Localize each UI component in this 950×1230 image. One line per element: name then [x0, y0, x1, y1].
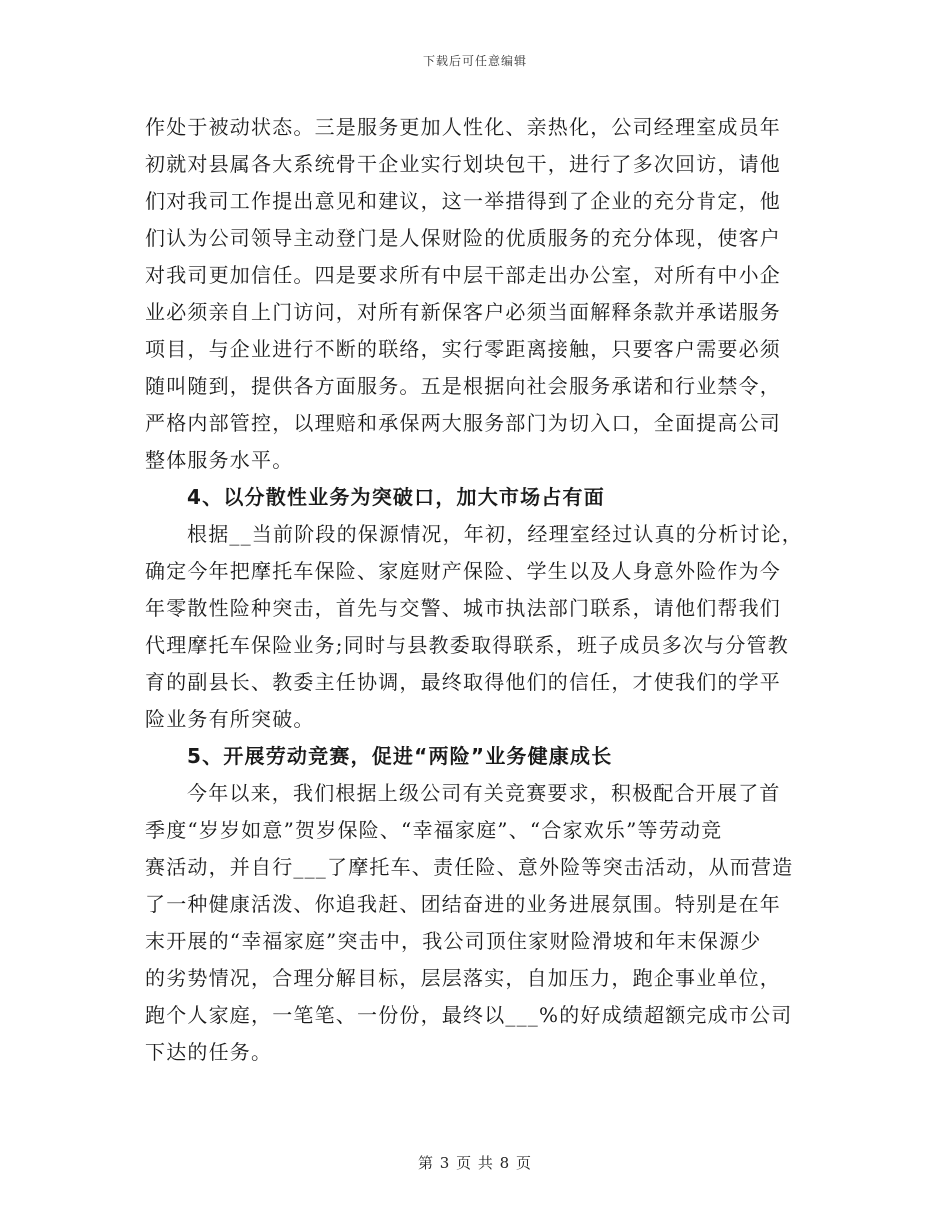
- text-line: 确定今年把摩托车保险、家庭财产保险、学生以及人身意外险作为今: [145, 559, 781, 583]
- page-number: 第 3 页 共 8 页: [418, 1154, 532, 1172]
- paragraph-service: [145, 109, 805, 479]
- document-body: [145, 109, 805, 1071]
- text-line: 了一种健康活泼、你追我赶、团结奋进的业务进展氛围。特别是在年: [145, 892, 781, 916]
- text-line: 对我司更加信任。四是要求所有中层干部走出办公室，对所有中小企: [145, 263, 781, 287]
- text-line: 的劣势情况，合理分解目标，层层落实，自加压力，跑企事业单位，: [145, 966, 781, 990]
- text-line: 季度“岁岁如意”贺岁保险、“幸福家庭”、“合家欢乐”等劳动竞: [145, 818, 723, 842]
- paragraph-section-4: [145, 516, 805, 738]
- text-line: 末开展的“幸福家庭”突击中，我公司顶住家财险滑坡和年末保源少: [145, 929, 762, 953]
- section-heading-5: 5、开展劳动竞赛，促进“两险”业务健康成长: [187, 744, 613, 768]
- text-line: 下达的任务。: [145, 1040, 273, 1064]
- text-line: 项目，与企业进行不断的联络，实行零距离接触，只要客户需要必须: [145, 337, 781, 361]
- text-line: 今年以来，我们根据上级公司有关竞赛要求，积极配合开展了首: [187, 781, 781, 805]
- paragraph-section-5: [145, 775, 805, 1071]
- text-line: 们认为公司领导主动登门是人保财险的优质服务的充分体现，使客户: [145, 226, 781, 250]
- text-line: 险业务有所突破。: [145, 707, 315, 731]
- page-header: 下载后可任意编辑: [422, 54, 527, 68]
- text-line: 根据__当前阶段的保源情况，年初，经理室经过认真的分析讨论，: [187, 522, 803, 546]
- section-heading-4: 4、以分散性业务为突破口，加大市场占有面: [187, 485, 605, 509]
- text-line: 随叫随到，提供各方面服务。五是根据向社会服务承诺和行业禁令，: [145, 374, 781, 398]
- text-line: 跑个人家庭，一笔笔、一份份，最终以___%的好成绩超额完成市公司: [145, 1003, 793, 1027]
- text-line: 严格内部管控，以理赔和承保两大服务部门为切入口，全面提高公司: [145, 411, 781, 435]
- text-line: 业必须亲自上门访问，对所有新保客户必须当面解释条款并承诺服务: [145, 300, 781, 324]
- text-line: 们对我司工作提出意见和建议，这一举措得到了企业的充分肯定，他: [145, 189, 781, 213]
- text-line: 作处于被动状态。三是服务更加人性化、亲热化，公司经理室成员年: [145, 115, 781, 139]
- text-line: 赛活动，并自行___了摩托车、责任险、意外险等突击活动，从而营造: [145, 855, 794, 879]
- text-line: 初就对县属各大系统骨干企业实行划块包干，进行了多次回访，请他: [145, 152, 781, 176]
- text-line: 育的副县长、教委主任协调，最终取得他们的信任，才使我们的学平: [145, 670, 781, 694]
- text-line: 代理摩托车保险业务;同时与县教委取得联系，班子成员多次与分管教: [145, 633, 789, 657]
- text-line: 整体服务水平。: [145, 448, 294, 472]
- text-line: 年零散性险种突击，首先与交警、城市执法部门联系，请他们帮我们: [145, 596, 781, 620]
